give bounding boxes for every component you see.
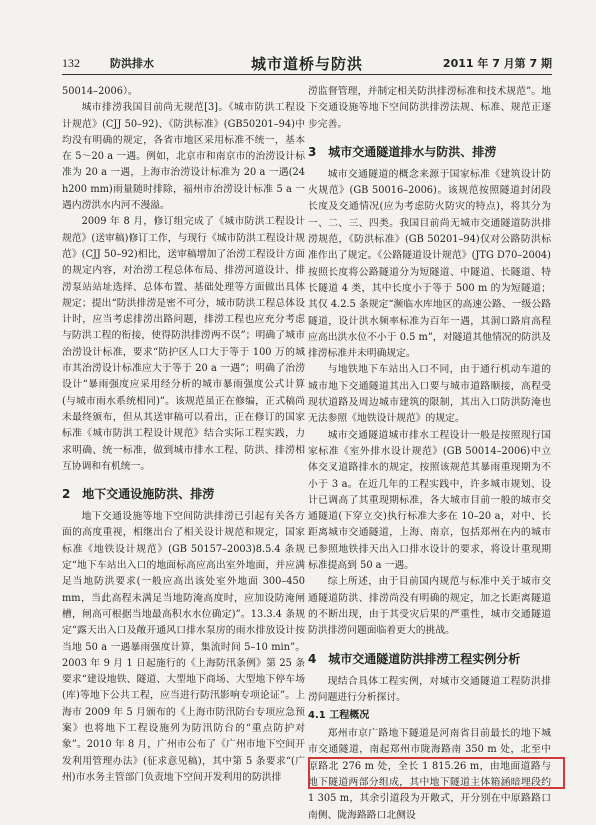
paragraph: 城市交通隧道的概念来源于国家标准《建筑设计防火规范》(GB 50016–2006)。该规范按照隧道封闭段长度及交通情况(应为考虑防火防灾的特点)，将其分为一、二、三、四类。我国目前尚无城市交通隧道防洪排涝规范，《防洪标准》(GB 50201–94)仅对公路防洪标准作出了规定。《公路隧道设计规范》(JTG D70–2004)按照长度将公路隧道分为短隧道、中隧道、长隧道、特长隧道 4 类，其中长度小于等于 500 m 的为短隧道；其仅 4.2.5 条规定“濒临水库地区的高速公路、一级公路隧道，设计洪水频率标准为百年一遇，其洞口路肩高程应高出洪水位不小于 0.5 m”，对隧道其他情况的防洪及排涝标准并未明确规定。 [308, 168, 551, 360]
journal-title: 城市道桥与防洪 [250, 55, 363, 73]
section-heading-3 [308, 143, 551, 161]
section-number: 3 [308, 144, 317, 159]
right-column [308, 84, 551, 824]
section-name: 防洪排水 [110, 57, 154, 70]
page-number: 132 [62, 56, 80, 70]
subsection-heading: 4.1 工程概况 [308, 710, 370, 722]
paragraph: 现结合具体工程实例，对城市交通隧道工程防洪排涝问题进行分析探讨。 [308, 675, 551, 703]
paragraph: 综上所述，由于目前国内规范与标准中关于城市交通隧道防洪、排涝尚没有明确的规定，加之长距离隧道的不断出现，由于其受灾后果的严重性，城市交通隧道防洪排涝问题面临着更大的挑战。 [308, 576, 551, 637]
paragraph: 2009 年 8 月，修订组完成了《城市防洪工程设计规范》(送审稿)修订工作，与现行《城市防洪工程设计规范》(CJJ 50–92)相比，送审稿增加了治涝工程设计方面的规定内容，对治涝工程总体布局、排涝河道设计、排涝泵站站址选择、总体布置、基础处理等方面做出具体规定；提出“防洪排涝是密不可分，城市防洪工程总体设计时，应当考虑排涝出路问题，排涝工程也应充分考虑与防洪工程的衔接，使得防洪排涝两不误”；明确了城市治涝设计标准，要求“防护区人口大于等于 100 万的城市其治涝设计标准应大于等于 20 a 一遇”；明确了治涝设计“暴雨强度应采用经分析的城市暴雨强度公式计算(与城市雨水系统相同)”。该规范虽正在修编，正式稿尚未最终颁布，但从其送审稿可以看出，正在修订的国家标准《城市防洪工程设计规范》结合实际工程实践，力求明确、统一标准，做到城市排水工程、防洪、排涝相互协调和有机统一。 [62, 216, 305, 472]
page-header [62, 52, 552, 75]
section-heading-2 [62, 485, 305, 503]
paragraph: 涝监督管理，并制定相关防洪排涝标准和技术规范”。地下交通设施等地下空间防洪排涝法规、标准、规范正逐步完善。 [308, 86, 551, 130]
paragraph: 50014–2006）。 [62, 86, 138, 97]
paragraph: 城市交通隧道城市排水工程设计一般是按照现行国家标准《室外排水设计规范》(GB 50014–2006)中立体交叉道路排水的规定，按照该规范其暴雨重现期为不小于 3 a。在近几年的工程实践中，许多城市规划、设计已调高了其重现期标准，各大城市目前一般的城市交通隧道(下穿立交)执行标准大多在 10–20 a，对中、长距离城市交通隧道，上海、南京，包括郑州在内的城市已参照地铁排天出入口排水设计的要求，将设计重现期标准提高到 50 a 一遇。 [308, 429, 551, 572]
paragraph: 与地铁地下车站出入口不同，由于通行机动车道的城市地下交通隧道其出入口要与城市道路顺接，高程受现状道路及周边城市建筑的限制，其出入口防洪防淹也无法参照《地铁设计规范》的规定。 [308, 364, 551, 425]
issue-info: 2011 年 7 月第 7 期 [442, 57, 552, 70]
section-heading-4 [308, 650, 551, 668]
section-number: 4 [308, 651, 317, 666]
paragraph: 地下交通设施等地下空间防洪排涝已引起有关各方面的高度重视，相继出台了相关设计规范和规定，国家标准《地铁设计规范》(GB 50157–2003)8.5.4 条规定“地下车站出入口的地面标高应高出室外地面，并应满足当地防洪要求(一般应高出该处室外地面 300–450 mm，当此高程未满足当地防淹高度时，应加设防淹闸槽，闸高可根据当地最高积水水位确定)”。13.3.4 条规定“露天出入口及敞开通风口排水泵房的雨水排放设计按当地 50 a 一遇暴雨强度计算，集流时间 5–10 min”。2003 年 9 月 1 日起施行的《上海防汛条例》第 25 条要求“建设地铁、隧道、大型地下商场、大型地下停车场(库)等地下公共工程，应当进行防汛影响专项论证”。上海市 2009 年 5 月颁布的《上海市防汛防台专项应急预案》也将地下工程设施列为防汛防台的“重点防护对象”。2010 年 8 月，广州市公布了《广州市地下空间开发利用管理办法》(征求意见稿)，其中第 5 条要求“(广州)市水务主管部门负责地下空间开发利用的防洪排 [62, 511, 305, 783]
paragraph: 郑州市京广路地下隧道是河南省目前最长的地下城市交通隧道，南起郑州市陇海路南 350 m 处，北至中原路北 276 m 处，全长 1 815.26 m，由地面道路与地下隧道两部分组成，其中地下隧道主体箱涵暗埋段约 1 305 m，其余引道段为开敞式，开分别在中原路路口南侧、陇海路路口北侧设 [308, 728, 551, 821]
left-column [62, 84, 305, 786]
section-title: 城市交通隧道防洪排涝工程实例分析 [328, 651, 521, 666]
section-title: 城市交通隧道排水与防洪、排涝 [328, 144, 497, 159]
section-title: 地下交通设施防洪、排涝 [82, 487, 215, 502]
paragraph: 城市排涝我国目前尚无规范[3]。《城市防洪工程设计规范》(CJJ 50–92)、《防洪标准》(GB50201–94)中均没有明确的规定，各省市地区采用标准不统一，基本在 5～20 a 一遇。例如，北京市和南京市的治涝设计标准为 20 a 一遇，上海市治涝设计标准为 20 a 一遇(24 h200 mm)雨量随时排除，福州市治涝设计标准 5 a 一遇内涝洪水内河不漫溢。 [62, 102, 305, 212]
section-number: 2 [62, 487, 71, 502]
